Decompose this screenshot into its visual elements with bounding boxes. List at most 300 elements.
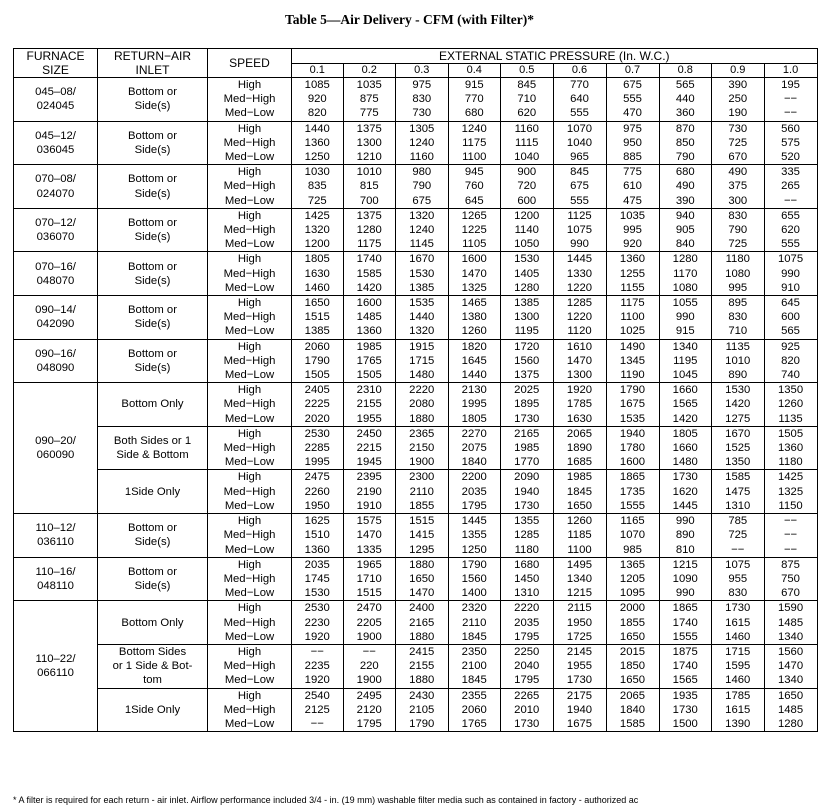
header-return-air-inlet: RETURN−AIR INLET (98, 49, 208, 78)
cfm-value-cell: −− (712, 543, 765, 558)
return-air-inlet-cell: Bottom Only (98, 383, 208, 427)
pressure-header: 0.6 (553, 64, 606, 78)
speed-cell: High (208, 208, 292, 223)
cfm-value-cell: 2285 (292, 441, 344, 455)
cfm-value-cell: 1675 (606, 397, 659, 411)
cfm-value-cell: −− (764, 528, 817, 542)
cfm-value-cell: 2190 (343, 485, 396, 499)
table-row (14, 208, 818, 223)
cfm-value-cell: 815 (343, 179, 396, 193)
cfm-value-cell: 1380 (448, 310, 501, 324)
cfm-value-cell: 1770 (501, 455, 554, 470)
cfm-value-cell: 2225 (292, 397, 344, 411)
cfm-value-cell: 1460 (712, 673, 765, 688)
cfm-value-cell: 725 (292, 194, 344, 209)
cfm-value-cell: 265 (764, 179, 817, 193)
cfm-value-cell: 1175 (343, 237, 396, 252)
cfm-value-cell: 670 (764, 586, 817, 601)
cfm-value-cell: 1600 (606, 455, 659, 470)
cfm-value-cell: 1840 (448, 455, 501, 470)
table-row (14, 383, 818, 398)
cfm-value-cell: 1745 (292, 572, 344, 586)
cfm-value-cell: 1480 (659, 455, 712, 470)
cfm-value-cell: 1620 (659, 485, 712, 499)
table-row (14, 121, 818, 136)
header-static-pressure: EXTERNAL STATIC PRESSURE (In. W.C.) (292, 49, 818, 64)
speed-cell: Med−Low (208, 324, 292, 339)
cfm-value-cell: 1100 (553, 543, 606, 558)
speed-cell: Med−Low (208, 281, 292, 296)
cfm-value-cell: 1415 (396, 528, 449, 542)
cfm-value-cell: 2105 (396, 703, 449, 717)
cfm-value-cell: 1730 (553, 673, 606, 688)
pressure-header: 0.1 (292, 64, 344, 78)
cfm-value-cell: 1280 (764, 717, 817, 732)
speed-cell: Med−Low (208, 499, 292, 514)
cfm-value-cell: 1600 (343, 296, 396, 311)
cfm-value-cell: 1155 (606, 281, 659, 296)
cfm-value-cell: 1560 (764, 644, 817, 659)
cfm-value-cell: 1660 (659, 441, 712, 455)
cfm-value-cell: 1790 (292, 354, 344, 368)
cfm-value-cell: 995 (606, 223, 659, 237)
cfm-value-cell: 750 (764, 572, 817, 586)
cfm-value-cell: 1175 (448, 136, 501, 150)
cfm-value-cell: 1505 (292, 368, 344, 383)
cfm-value-cell: 490 (659, 179, 712, 193)
cfm-value-cell: 2265 (501, 688, 554, 703)
cfm-value-cell: 1625 (292, 514, 344, 529)
cfm-value-cell: 1350 (764, 383, 817, 398)
cfm-value-cell: 1010 (712, 354, 765, 368)
speed-cell: High (208, 514, 292, 529)
cfm-value-cell: 1260 (553, 514, 606, 529)
cfm-value-cell: 1325 (448, 281, 501, 296)
pressure-header: 0.2 (343, 64, 396, 78)
cfm-value-cell: 1305 (396, 121, 449, 136)
speed-cell: Med−Low (208, 717, 292, 732)
cfm-value-cell: 2035 (501, 616, 554, 630)
cfm-value-cell: 2475 (292, 470, 344, 485)
pressure-header: 0.5 (501, 64, 554, 78)
cfm-value-cell: 1260 (448, 324, 501, 339)
speed-cell: Med−High (208, 659, 292, 673)
cfm-value-cell: 1765 (343, 354, 396, 368)
cfm-value-cell: 1865 (606, 470, 659, 485)
cfm-value-cell: 2000 (606, 601, 659, 616)
cfm-value-cell: 1560 (501, 354, 554, 368)
cfm-value-cell: 1505 (764, 426, 817, 441)
cfm-value-cell: 1215 (553, 586, 606, 601)
cfm-value-cell: 190 (712, 106, 765, 121)
cfm-value-cell: 1035 (343, 78, 396, 93)
cfm-value-cell: 1985 (553, 470, 606, 485)
speed-cell: Med−High (208, 397, 292, 411)
cfm-value-cell: 1210 (343, 150, 396, 165)
cfm-value-cell: 645 (764, 296, 817, 311)
cfm-value-cell: 1920 (553, 383, 606, 398)
speed-cell: Med−Low (208, 455, 292, 470)
cfm-value-cell: 680 (448, 106, 501, 121)
cfm-value-cell: 2125 (292, 703, 344, 717)
furnace-size-cell: 090–14/ 042090 (14, 296, 98, 340)
air-delivery-body (14, 78, 818, 732)
cfm-value-cell: 1715 (712, 644, 765, 659)
cfm-value-cell: 785 (712, 514, 765, 529)
cfm-value-cell: 1915 (396, 339, 449, 354)
return-air-inlet-cell: Bottom Only (98, 601, 208, 645)
cfm-value-cell: 1420 (343, 281, 396, 296)
cfm-value-cell: 1505 (343, 368, 396, 383)
cfm-value-cell: 2320 (448, 601, 501, 616)
speed-cell: Med−High (208, 223, 292, 237)
cfm-value-cell: 2075 (448, 441, 501, 455)
cfm-value-cell: 2220 (501, 601, 554, 616)
speed-cell: High (208, 426, 292, 441)
cfm-value-cell: 1490 (606, 339, 659, 354)
table-row (14, 644, 818, 659)
cfm-value-cell: 1880 (396, 412, 449, 427)
cfm-value-cell: 1595 (712, 659, 765, 673)
cfm-value-cell: 1180 (764, 455, 817, 470)
furnace-size-cell: 110–12/ 036110 (14, 514, 98, 558)
cfm-value-cell: −− (343, 644, 396, 659)
cfm-value-cell: 1280 (501, 281, 554, 296)
cfm-value-cell: 600 (501, 194, 554, 209)
cfm-value-cell: 1920 (292, 673, 344, 688)
cfm-value-cell: 1740 (659, 659, 712, 673)
pressure-header: 0.3 (396, 64, 449, 78)
cfm-value-cell: 250 (712, 92, 765, 106)
cfm-value-cell: 490 (712, 165, 765, 180)
cfm-value-cell: 2495 (343, 688, 396, 703)
cfm-value-cell: 1600 (448, 252, 501, 267)
header-speed: SPEED (208, 49, 292, 78)
speed-cell: High (208, 78, 292, 93)
cfm-value-cell: 1070 (606, 528, 659, 542)
cfm-value-cell: 920 (606, 237, 659, 252)
cfm-value-cell: 2110 (448, 616, 501, 630)
cfm-value-cell: 2080 (396, 397, 449, 411)
cfm-value-cell: −− (764, 92, 817, 106)
header-furnace-size: FURNACE SIZE (14, 49, 98, 78)
cfm-value-cell: 1440 (396, 310, 449, 324)
cfm-value-cell: 1100 (448, 150, 501, 165)
cfm-value-cell: 1500 (659, 717, 712, 732)
cfm-value-cell: 2065 (606, 688, 659, 703)
cfm-value-cell: 1090 (659, 572, 712, 586)
cfm-value-cell: 1880 (396, 557, 449, 572)
cfm-value-cell: 1390 (712, 717, 765, 732)
cfm-value-cell: 1180 (712, 252, 765, 267)
cfm-value-cell: 1320 (292, 223, 344, 237)
cfm-value-cell: 1175 (606, 296, 659, 311)
cfm-value-cell: 990 (659, 514, 712, 529)
cfm-value-cell: 1040 (553, 136, 606, 150)
cfm-value-cell: 1740 (659, 616, 712, 630)
cfm-value-cell: 725 (712, 528, 765, 542)
cfm-value-cell: 1530 (292, 586, 344, 601)
return-air-inlet-cell: Bottom or Side(s) (98, 339, 208, 383)
cfm-value-cell: 1965 (343, 557, 396, 572)
air-delivery-table (13, 48, 818, 732)
cfm-value-cell: −− (764, 543, 817, 558)
cfm-value-cell: 770 (553, 78, 606, 93)
cfm-value-cell: 1250 (448, 543, 501, 558)
cfm-value-cell: 1785 (553, 397, 606, 411)
cfm-value-cell: 575 (764, 136, 817, 150)
cfm-value-cell: 1710 (343, 572, 396, 586)
cfm-value-cell: 1855 (606, 616, 659, 630)
cfm-value-cell: 1470 (343, 528, 396, 542)
table-row (14, 426, 818, 441)
cfm-value-cell: 1350 (712, 455, 765, 470)
cfm-value-cell: 2530 (292, 426, 344, 441)
cfm-value-cell: 1510 (292, 528, 344, 542)
cfm-value-cell: 335 (764, 165, 817, 180)
cfm-value-cell: 1195 (501, 324, 554, 339)
cfm-value-cell: 1615 (712, 616, 765, 630)
cfm-value-cell: 1730 (712, 601, 765, 616)
cfm-value-cell: 1420 (712, 397, 765, 411)
furnace-size-cell: 090–20/ 060090 (14, 383, 98, 514)
cfm-value-cell: 2270 (448, 426, 501, 441)
cfm-value-cell: 2025 (501, 383, 554, 398)
speed-cell: High (208, 383, 292, 398)
cfm-value-cell: 1255 (606, 267, 659, 281)
cfm-value-cell: 2405 (292, 383, 344, 398)
cfm-value-cell: 1845 (448, 673, 501, 688)
speed-cell: Med−Low (208, 237, 292, 252)
speed-cell: Med−High (208, 136, 292, 150)
cfm-value-cell: 925 (764, 339, 817, 354)
cfm-value-cell: 1900 (343, 673, 396, 688)
cfm-value-cell: 1530 (501, 252, 554, 267)
cfm-value-cell: 1805 (292, 252, 344, 267)
cfm-value-cell: 920 (292, 92, 344, 106)
footnote: * A filter is required for each return - air inlet. Airflow performance included 3/4 - in. (19 mm) washable filter media such as contained in factory - authorized ac (13, 795, 639, 805)
cfm-value-cell: 2540 (292, 688, 344, 703)
cfm-value-cell: 1340 (764, 630, 817, 645)
cfm-value-cell: 1470 (553, 354, 606, 368)
cfm-value-cell: 1215 (659, 557, 712, 572)
cfm-value-cell: 1170 (659, 267, 712, 281)
cfm-value-cell: 890 (659, 528, 712, 542)
cfm-value-cell: 1420 (659, 412, 712, 427)
cfm-value-cell: 1585 (606, 717, 659, 732)
speed-cell: High (208, 557, 292, 572)
cfm-value-cell: 875 (764, 557, 817, 572)
speed-cell: Med−Low (208, 194, 292, 209)
cfm-value-cell: 1535 (396, 296, 449, 311)
cfm-value-cell: 1585 (343, 267, 396, 281)
cfm-value-cell: 740 (764, 368, 817, 383)
cfm-value-cell: 1375 (343, 208, 396, 223)
cfm-value-cell: 1485 (764, 616, 817, 630)
cfm-value-cell: 700 (343, 194, 396, 209)
cfm-value-cell: 1470 (448, 267, 501, 281)
speed-cell: Med−High (208, 572, 292, 586)
cfm-value-cell: 1300 (501, 310, 554, 324)
cfm-value-cell: 1100 (606, 310, 659, 324)
cfm-value-cell: 440 (659, 92, 712, 106)
cfm-value-cell: 760 (448, 179, 501, 193)
cfm-value-cell: 990 (553, 237, 606, 252)
cfm-value-cell: 1320 (396, 208, 449, 223)
cfm-value-cell: 845 (553, 165, 606, 180)
cfm-value-cell: 1465 (448, 296, 501, 311)
speed-cell: Med−High (208, 616, 292, 630)
cfm-value-cell: 1340 (553, 572, 606, 586)
cfm-value-cell: 1300 (553, 368, 606, 383)
speed-cell: High (208, 252, 292, 267)
cfm-value-cell: 1145 (396, 237, 449, 252)
cfm-value-cell: 1515 (396, 514, 449, 529)
pressure-header: 0.4 (448, 64, 501, 78)
speed-cell: Med−Low (208, 368, 292, 383)
cfm-value-cell: 620 (764, 223, 817, 237)
cfm-value-cell: 1085 (292, 78, 344, 93)
pressure-header: 0.9 (712, 64, 765, 78)
cfm-value-cell: 1050 (501, 237, 554, 252)
cfm-value-cell: 1375 (501, 368, 554, 383)
cfm-value-cell: −− (764, 514, 817, 529)
cfm-value-cell: 1845 (448, 630, 501, 645)
cfm-value-cell: 1340 (764, 673, 817, 688)
table-title: Table 5—Air Delivery - CFM (with Filter)* (285, 12, 534, 27)
cfm-value-cell: 1650 (606, 673, 659, 688)
cfm-value-cell: 965 (553, 150, 606, 165)
cfm-value-cell: 1385 (292, 324, 344, 339)
cfm-value-cell: 1730 (501, 717, 554, 732)
speed-cell: Med−High (208, 310, 292, 324)
cfm-value-cell: 1785 (712, 688, 765, 703)
return-air-inlet-cell: Bottom or Side(s) (98, 208, 208, 252)
cfm-value-cell: 1880 (396, 630, 449, 645)
table-row (14, 78, 818, 93)
cfm-value-cell: 520 (764, 150, 817, 165)
speed-cell: High (208, 644, 292, 659)
cfm-value-cell: 220 (343, 659, 396, 673)
cfm-value-cell: 830 (712, 208, 765, 223)
speed-cell: Med−Low (208, 412, 292, 427)
cfm-value-cell: 1720 (501, 339, 554, 354)
cfm-value-cell: 1195 (659, 354, 712, 368)
cfm-value-cell: 560 (764, 121, 817, 136)
cfm-value-cell: 1855 (396, 499, 449, 514)
cfm-value-cell: 1670 (712, 426, 765, 441)
cfm-value-cell: 1265 (448, 208, 501, 223)
cfm-value-cell: 1190 (606, 368, 659, 383)
cfm-value-cell: 1055 (659, 296, 712, 311)
cfm-value-cell: 1650 (553, 499, 606, 514)
cfm-value-cell: 1220 (553, 310, 606, 324)
speed-cell: High (208, 688, 292, 703)
table-row (14, 339, 818, 354)
cfm-value-cell: 820 (292, 106, 344, 121)
cfm-value-cell: 2155 (343, 397, 396, 411)
cfm-value-cell: 1940 (553, 703, 606, 717)
cfm-value-cell: 1335 (343, 543, 396, 558)
cfm-value-cell: 1475 (712, 485, 765, 499)
cfm-value-cell: −− (764, 106, 817, 121)
cfm-value-cell: 1310 (712, 499, 765, 514)
cfm-value-cell: 1360 (292, 136, 344, 150)
cfm-value-cell: 1950 (292, 499, 344, 514)
cfm-value-cell: 675 (553, 179, 606, 193)
cfm-value-cell: 1650 (764, 688, 817, 703)
cfm-value-cell: 1850 (606, 659, 659, 673)
cfm-value-cell: 1160 (501, 121, 554, 136)
cfm-value-cell: 1565 (659, 397, 712, 411)
cfm-value-cell: 2235 (292, 659, 344, 673)
cfm-value-cell: 1495 (553, 557, 606, 572)
return-air-inlet-cell: Bottom or Side(s) (98, 252, 208, 296)
cfm-value-cell: 1790 (448, 557, 501, 572)
cfm-value-cell: 1445 (553, 252, 606, 267)
furnace-size-cell: 090–16/ 048090 (14, 339, 98, 383)
cfm-value-cell: 2130 (448, 383, 501, 398)
cfm-value-cell: 1480 (396, 368, 449, 383)
table-row (14, 252, 818, 267)
cfm-value-cell: 1845 (553, 485, 606, 499)
cfm-value-cell: 1360 (292, 543, 344, 558)
cfm-value-cell: 990 (659, 310, 712, 324)
cfm-value-cell: 1535 (606, 412, 659, 427)
cfm-value-cell: 2035 (292, 557, 344, 572)
speed-cell: Med−High (208, 354, 292, 368)
cfm-value-cell: 1900 (343, 630, 396, 645)
cfm-value-cell: 2200 (448, 470, 501, 485)
cfm-value-cell: 2220 (396, 383, 449, 398)
cfm-value-cell: 1985 (343, 339, 396, 354)
cfm-value-cell: 1040 (501, 150, 554, 165)
table-row (14, 165, 818, 180)
cfm-value-cell: 555 (764, 237, 817, 252)
cfm-value-cell: 1555 (659, 630, 712, 645)
cfm-value-cell: 2060 (448, 703, 501, 717)
cfm-value-cell: 1355 (448, 528, 501, 542)
cfm-value-cell: 1295 (396, 543, 449, 558)
cfm-value-cell: 1445 (659, 499, 712, 514)
cfm-value-cell: 1220 (553, 281, 606, 296)
cfm-value-cell: 1780 (606, 441, 659, 455)
cfm-value-cell: 2065 (553, 426, 606, 441)
speed-cell: Med−Low (208, 543, 292, 558)
cfm-value-cell: 1575 (343, 514, 396, 529)
cfm-value-cell: 1650 (606, 630, 659, 645)
cfm-value-cell: 915 (448, 78, 501, 93)
return-air-inlet-cell: 1Side Only (98, 688, 208, 732)
cfm-value-cell: 1515 (292, 310, 344, 324)
cfm-value-cell: 1375 (343, 121, 396, 136)
cfm-value-cell: 1485 (343, 310, 396, 324)
cfm-value-cell: 2090 (501, 470, 554, 485)
cfm-value-cell: 1355 (501, 514, 554, 529)
cfm-value-cell: 2165 (396, 616, 449, 630)
cfm-value-cell: 2530 (292, 601, 344, 616)
cfm-value-cell: 1590 (764, 601, 817, 616)
cfm-value-cell: 730 (396, 106, 449, 121)
cfm-value-cell: 1080 (659, 281, 712, 296)
cfm-value-cell: 1795 (448, 499, 501, 514)
cfm-value-cell: 655 (764, 208, 817, 223)
cfm-value-cell: 2365 (396, 426, 449, 441)
cfm-value-cell: 1180 (501, 543, 554, 558)
table-row (14, 296, 818, 311)
cfm-value-cell: 1405 (501, 267, 554, 281)
speed-cell: Med−High (208, 267, 292, 281)
